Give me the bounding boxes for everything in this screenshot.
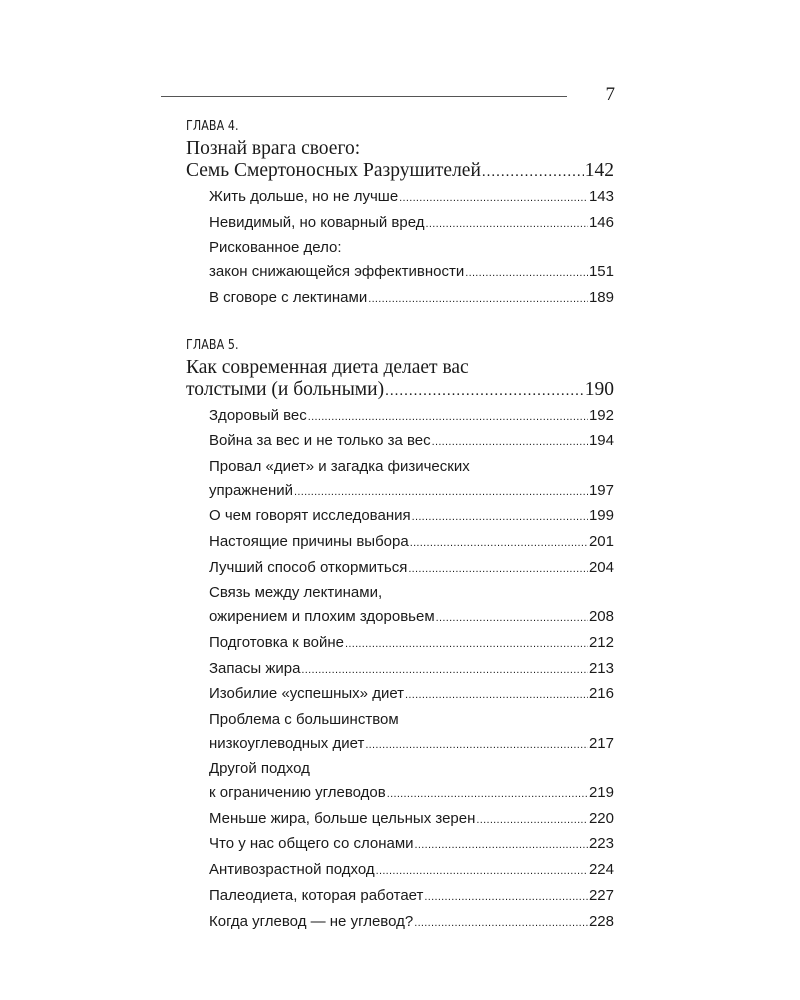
entry-row [209,556,614,582]
entry-page-number: 197 [588,481,614,499]
dot-leader [385,379,584,402]
toc-entry [209,530,614,556]
dot-leader [345,631,588,657]
entry-title-line: к ограничению углеводов [209,784,386,802]
entry-row [209,211,614,237]
toc-entry [209,910,614,936]
chapter-title-line: толстыми (и больными) [186,378,385,400]
chapter-title-line: Познай врага своего: [186,138,361,159]
dot-leader [405,682,588,708]
entry-row [209,832,614,858]
entry-page-number: 216 [588,685,614,703]
entry-page-number: 201 [588,533,614,551]
entry-row [209,404,614,430]
entry-row [209,286,614,312]
chapter-label: ГЛАВА 4. [186,118,239,134]
entry-list [186,185,614,312]
toc-entry [209,236,614,285]
dot-leader [414,910,588,936]
entry-title-line: Рискованное дело: [209,239,342,257]
entry-row [209,631,614,657]
entry-page-number: 151 [588,263,614,281]
entry-page-number: 204 [588,558,614,576]
entry-row [209,185,614,211]
entry-title-line: Запасы жира [209,659,301,677]
entry-title-line: Другой подход [209,760,310,778]
toc-entry [209,404,614,430]
dot-leader [465,260,588,286]
entry-title-line: Проблема с большинством [209,710,399,728]
toc-entry [209,708,614,757]
toc-entry [209,631,614,657]
dot-leader [415,832,588,858]
chapter-title-row [186,160,614,183]
dot-leader [365,732,588,758]
dot-leader [387,781,588,807]
chapter-label: ГЛАВА 5. [186,336,239,353]
dot-leader [399,185,588,211]
entry-row [209,732,614,758]
entry-title-line: В сговоре с лектинами [209,288,368,306]
toc-entry [209,832,614,858]
entry-title-line: Война за вес и не только за вес [209,432,431,450]
entry-title-line: Когда углевод — не углевод? [209,912,414,930]
entry-row [209,260,614,286]
entry-page-number: 224 [588,861,614,879]
dot-leader [410,530,588,556]
dot-leader [301,657,588,683]
entry-page-number: 192 [588,406,614,424]
page-number: 7 [605,84,615,105]
entry-page-number: 228 [588,912,614,930]
entry-title-line: Здоровый вес [209,406,307,424]
toc-entry [209,581,614,630]
entry-title-line: Провал «диет» и загадка физических [209,457,470,475]
entry-title-line: Связь между лектинами, [209,584,383,602]
entry-row [209,781,614,807]
chapter-section [186,116,614,312]
toc-entry [209,556,614,582]
entry-title-line: Лучший способ откормиться [209,558,408,576]
entry-row [209,910,614,936]
entry-row [209,429,614,455]
entry-title-line: О чем говорят исследования [209,507,411,525]
toc-entry [209,211,614,237]
toc-entry [209,455,614,504]
chapter-title [186,138,614,183]
entry-title-line: упражнений [209,481,294,499]
entry-list [186,404,614,936]
entry-page-number: 212 [588,633,614,651]
dot-leader [376,858,588,884]
entry-row [209,884,614,910]
dot-leader [436,605,588,631]
entry-page-number: 143 [588,188,614,205]
entry-row [209,605,614,631]
dot-leader [294,479,588,505]
entry-row [209,657,614,683]
header-rule [161,96,567,97]
entry-page-number: 199 [588,507,614,525]
entry-row [209,682,614,708]
entry-page-number: 223 [588,835,614,853]
entry-title-line: Меньше жира, больше цельных зерен [209,809,476,827]
entry-page-number: 189 [588,288,614,306]
dot-leader [408,556,588,582]
entry-page-number: 146 [588,213,614,231]
toc-entry [209,429,614,455]
chapter-page-number: 142 [584,160,614,181]
toc-entry [209,884,614,910]
toc-entry [209,286,614,312]
entry-row [209,479,614,505]
entry-row [209,504,614,530]
chapter-section [186,335,614,936]
toc-entry [209,185,614,211]
dot-leader [426,211,588,237]
entry-page-number: 219 [588,784,614,802]
entry-title-line: Что у нас общего со слонами [209,835,414,853]
entry-row [209,807,614,833]
chapter-title-line: Как современная диета делает вас [186,356,469,378]
entry-page-number: 227 [588,886,614,904]
toc-entry [209,657,614,683]
chapter-title-row [186,379,614,402]
toc-entry [209,858,614,884]
entry-page-number: 208 [588,608,614,626]
toc-entry [209,757,614,806]
entry-row [209,530,614,556]
entry-title-line: Жить дольше, но не лучше [209,188,399,205]
dot-leader [482,160,584,183]
entry-title-line: Подготовка к войне [209,633,344,651]
dot-leader [368,286,588,312]
toc-entry [209,682,614,708]
chapter-title [186,357,614,402]
entry-title-line: ожирением и плохим здоровьем [209,608,435,626]
entry-title-line: Невидимый, но коварный вред [209,213,425,231]
dot-leader [412,504,588,530]
dot-leader [308,404,588,430]
chapter-page-number: 190 [584,378,614,400]
dot-leader [424,884,588,910]
entry-title-line: закон снижающейся эффективности [209,263,465,281]
entry-title-line: Настоящие причины выбора [209,533,409,551]
entry-title-line: Антивозрастной подход [209,861,375,879]
table-of-contents [186,116,614,935]
entry-page-number: 213 [588,659,614,677]
entry-row [209,858,614,884]
dot-leader [432,429,588,455]
toc-entry [209,504,614,530]
chapter-title-line: Семь Смертоносных Разрушителей [186,160,481,181]
entry-title-line: Палеодиета, которая работает [209,886,424,904]
entry-page-number: 220 [588,809,614,827]
dot-leader [476,807,588,833]
toc-entry [209,807,614,833]
entry-page-number: 194 [588,432,614,450]
entry-title-line: Изобилие «успешных» диет [209,685,405,703]
entry-title-line: низкоуглеводных диет [209,734,365,752]
entry-page-number: 217 [588,734,614,752]
